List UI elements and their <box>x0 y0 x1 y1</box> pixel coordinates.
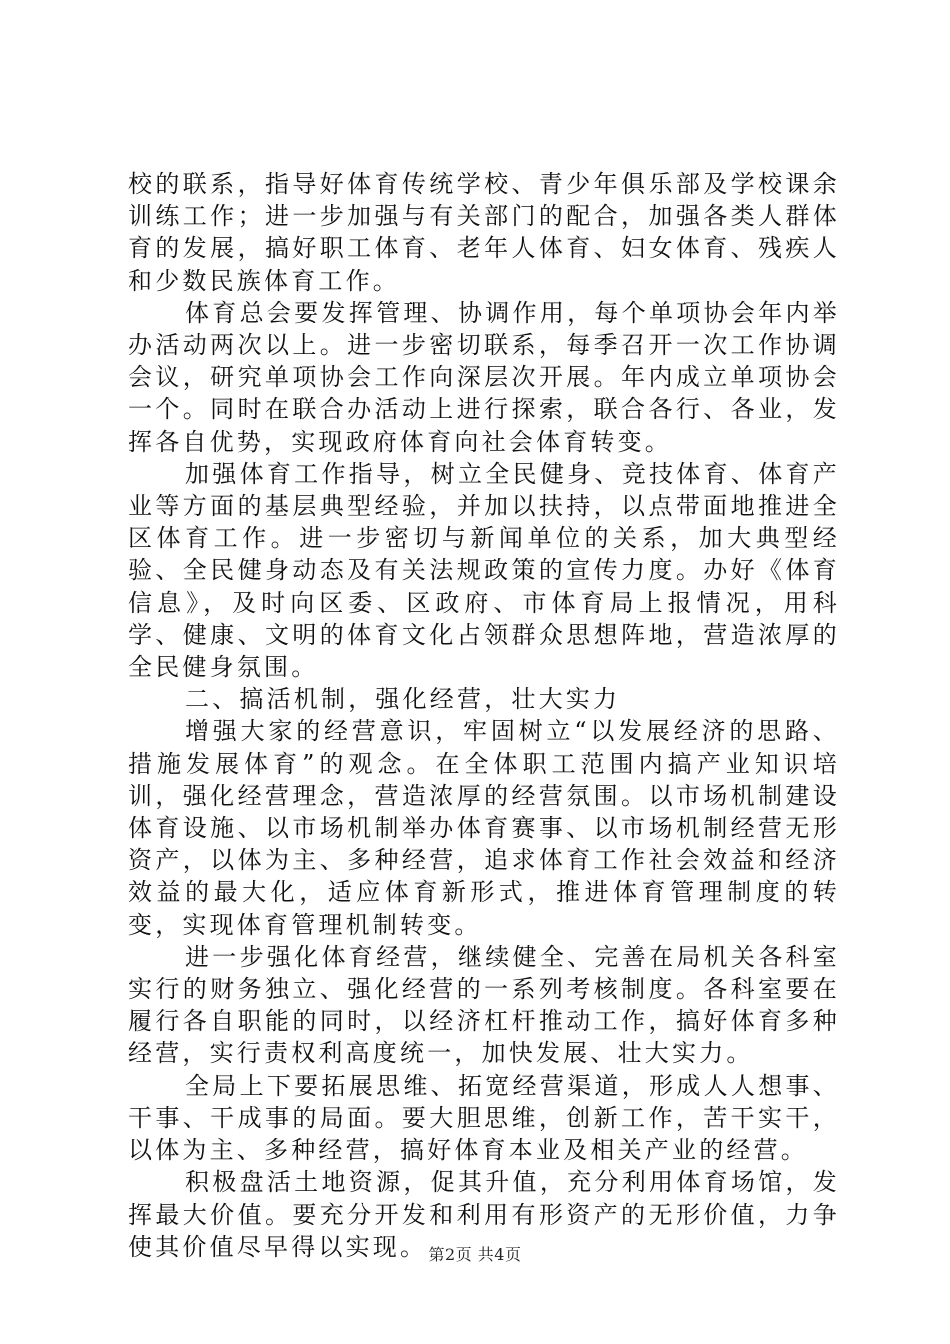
paragraph-5: 增强大家的经营意识，牢固树立“以发展经济的思路、措施发展体育”的观念。在全体职工范围内搞产业知识培训，强化经营理念，营造浓厚的经营氛围。以市场机制建设体育设施、以市场机制举办体育赛事、以市场机制经营无形资产，以体为主、多种经营，追求体育工作社会效益和经济效益的最大化，适应体育新形式，推进体育管理制度的转变，实现体育管理机制转变。 <box>128 717 840 939</box>
paragraph-7: 全局上下要拓展思维、拓宽经营渠道，形成人人想事、干事、干成事的局面。要大胆思维，创新工作，苦干实干，以体为主、多种经营，搞好体育本业及相关产业的经营。 <box>128 1071 840 1165</box>
paragraph-2: 体育总会要发挥管理、协调作用，每个单项协会年内举办活动两次以上。进一步密切联系，每季召开一次工作协调会议，研究单项协会工作向深层次开展。年内成立单项协会一个。同时在联合办活动上进行探索，联合各行、各业，发挥各自优势，实现政府体育向社会体育转变。 <box>128 298 840 456</box>
paragraph-8: 积极盘活土地资源，促其升值，充分利用体育场馆，发挥最大价值。要充分开发和利用有形资产的无形价值，力争使其价值尽早得以实现。 <box>128 1168 840 1261</box>
paragraph-6: 进一步强化体育经营，继续健全、完善在局机关各科室实行的财务独立、强化经营的一系列考核制度。各科室要在履行各自职能的同时，以经济杠杆推动工作，搞好体育多种经营，实行责权利高度统一，加快发展、壮大实力。 <box>128 942 840 1068</box>
paragraph-1: 校的联系，指导好体育传统学校、青少年俱乐部及学校课余训练工作；进一步加强与有关部门的配合，加强各类人群体育的发展，搞好职工体育、老年人体育、妇女体育、残疾人和少数民族体育工作。 <box>128 170 840 295</box>
paragraph-3: 加强体育工作指导，树立全民健身、竞技体育、体育产业等方面的基层典型经验，并加以扶持，以点带面地推进全区体育工作。进一步密切与新闻单位的关系，加大典型经验、全民健身动态及有关法规政策的宣传力度。办好《体育信息》，及时向区委、区政府、市体育局上报情况，用科学、健康、文明的体育文化占领群众思想阵地，营造浓厚的全民健身氛围。 <box>128 459 840 682</box>
section-heading: 二、搞活机制，强化经营，壮大实力 <box>185 685 621 714</box>
page-number-footer: 第2页 共4页 <box>428 1245 522 1264</box>
document-body <box>128 168 840 1263</box>
